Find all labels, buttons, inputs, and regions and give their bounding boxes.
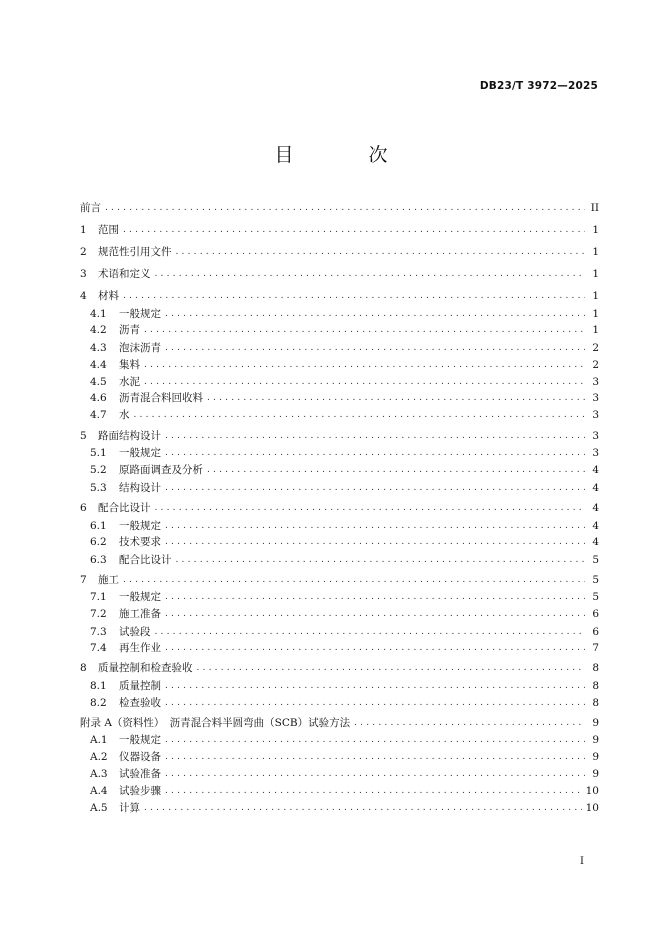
toc-entry-number: A.3 <box>90 768 108 780</box>
toc-entry-page: 9 <box>592 717 599 729</box>
toc-entry[interactable] <box>80 407 599 423</box>
toc-entry-page: 4 <box>592 464 599 476</box>
toc-leader-dots <box>144 357 585 373</box>
toc-entry-page: 1 <box>592 324 599 336</box>
toc-entry-title: 配合比设计 <box>119 554 172 566</box>
toc-entry-number: 4.1 <box>90 308 107 320</box>
toc-entry-page: II <box>590 202 599 214</box>
toc-entry-page: 4 <box>592 482 599 494</box>
toc-entry-number: 7.3 <box>90 626 107 638</box>
toc-leader-dots <box>105 200 585 216</box>
toc-entry-number: 8.2 <box>90 697 107 709</box>
toc-entry[interactable] <box>80 518 599 534</box>
toc-entry-page: 9 <box>592 734 599 746</box>
toc-leader-dots <box>165 534 585 550</box>
toc-entry-page: 10 <box>585 802 599 814</box>
toc-entry-number: 2 <box>80 246 87 258</box>
toc-entry-page: 5 <box>592 554 599 566</box>
toc-entry-page: 7 <box>592 642 599 654</box>
toc-entry[interactable] <box>80 640 599 656</box>
toc-entry[interactable] <box>80 390 599 406</box>
toc-entry-number: 5.1 <box>90 447 107 459</box>
toc-entry[interactable] <box>80 266 599 282</box>
toc-entry-number: A.4 <box>90 785 108 797</box>
toc-entry-title: 技术要求 <box>119 536 161 548</box>
toc-entry-page: 1 <box>592 246 599 258</box>
toc-entry-title: 水泥 <box>119 376 140 388</box>
toc-leader-dots <box>176 244 586 260</box>
toc-entry-number: 7.4 <box>90 642 107 654</box>
toc-leader-dots <box>165 606 585 622</box>
toc-entry-page: 1 <box>592 308 599 320</box>
toc-leader-dots <box>165 340 585 356</box>
toc-entry-number: A.1 <box>90 734 108 746</box>
toc-leader-dots <box>123 288 585 304</box>
toc-entry-title: 附录 A（资料性） 沥青混合料半圆弯曲（SCB）试验方法 <box>80 717 351 729</box>
toc-entry-number: A.5 <box>90 802 108 814</box>
toc-leader-dots <box>144 800 582 816</box>
toc-entry[interactable] <box>80 222 599 238</box>
toc-leader-dots <box>123 572 585 588</box>
toc-entry[interactable] <box>80 715 599 731</box>
toc-entry[interactable] <box>80 374 599 390</box>
toc-entry-title: 水 <box>119 409 130 421</box>
toc-entry[interactable] <box>80 340 599 356</box>
toc-leader-dots <box>165 428 585 444</box>
toc-leader-dots <box>165 518 585 534</box>
toc-leader-dots <box>165 678 585 694</box>
toc-entry-title: 沥青混合料回收料 <box>119 392 203 404</box>
toc-entry-number: 8 <box>80 662 87 674</box>
toc-leader-dots <box>165 445 585 461</box>
toc-entry-number: 6.3 <box>90 554 107 566</box>
toc-leader-dots <box>123 222 585 238</box>
toc-entry[interactable] <box>80 572 599 588</box>
toc-entry[interactable] <box>80 244 599 260</box>
toc-entry-number: 7 <box>80 574 87 586</box>
toc-entry-page: 5 <box>592 591 599 603</box>
toc-entry-title: 配合比设计 <box>98 502 151 514</box>
toc-entry-page: 4 <box>592 520 599 532</box>
toc-entry-number: A.2 <box>90 751 108 763</box>
toc-entry-title: 路面结构设计 <box>98 430 161 442</box>
toc-entry-title: 沥青 <box>119 324 140 336</box>
toc-leader-dots <box>155 500 586 516</box>
toc-leader-dots <box>165 480 585 496</box>
toc-entry[interactable] <box>80 462 599 478</box>
toc-entry[interactable] <box>80 552 599 568</box>
toc-entry-title: 一般规定 <box>119 591 161 603</box>
toc-entry-number: 6.2 <box>90 536 107 548</box>
toc-entry-number: 3 <box>80 268 87 280</box>
toc-entry[interactable] <box>80 589 599 605</box>
toc-leader-dots <box>165 749 585 765</box>
toc-entry-page: 4 <box>592 502 599 514</box>
toc-entry-title: 再生作业 <box>119 642 161 654</box>
toc-entry-title: 质量控制 <box>119 680 161 692</box>
toc-leader-dots <box>165 695 585 711</box>
toc-leader-dots <box>354 715 585 731</box>
toc-entry-number: 6 <box>80 502 87 514</box>
toc-entry[interactable] <box>80 695 599 711</box>
toc-leader-dots <box>165 732 585 748</box>
toc-leader-dots <box>165 766 585 782</box>
toc-entry[interactable] <box>80 200 599 216</box>
toc-entry-page: 8 <box>592 697 599 709</box>
toc-entry-title: 施工准备 <box>119 608 161 620</box>
page-title: 目 次 <box>274 144 416 166</box>
toc-leader-dots <box>165 783 582 799</box>
toc-entry-title: 一般规定 <box>119 308 161 320</box>
toc-entry-title: 集料 <box>119 359 140 371</box>
toc-leader-dots <box>207 390 585 406</box>
toc-entry-title: 原路面调查及分析 <box>119 464 203 476</box>
toc-entry-page: 9 <box>592 751 599 763</box>
toc-entry-number: 5.3 <box>90 482 107 494</box>
toc-entry-page: 3 <box>592 392 599 404</box>
toc-entry-number: 4.7 <box>90 409 107 421</box>
toc-entry[interactable] <box>80 428 599 444</box>
toc-entry-title: 前言 <box>80 202 101 214</box>
toc-entry-page: 8 <box>592 680 599 692</box>
toc-entry-title: 仪器设备 <box>119 751 161 763</box>
toc-entry-number: 4.6 <box>90 392 107 404</box>
toc-entry-title: 一般规定 <box>119 447 161 459</box>
toc-entry-title: 结构设计 <box>119 482 161 494</box>
toc-entry[interactable] <box>80 357 599 373</box>
toc-leader-dots <box>134 407 586 423</box>
toc-entry[interactable] <box>80 322 599 338</box>
toc-entry[interactable] <box>80 783 599 799</box>
toc-entry-page: 1 <box>592 268 599 280</box>
toc-entry-title: 材料 <box>98 290 119 302</box>
toc-leader-dots <box>197 660 586 676</box>
toc-entry-title: 试验步骤 <box>119 785 161 797</box>
toc-entry-page: 8 <box>592 662 599 674</box>
toc-entry[interactable] <box>80 480 599 496</box>
toc-entry[interactable] <box>80 624 599 640</box>
toc-leader-dots <box>207 462 585 478</box>
toc-entry-page: 5 <box>592 574 599 586</box>
toc-entry-number: 8.1 <box>90 680 107 692</box>
toc-leader-dots <box>144 374 585 390</box>
toc-leader-dots <box>165 589 585 605</box>
toc-entry-page: 1 <box>592 290 599 302</box>
toc-entry-title: 一般规定 <box>119 734 161 746</box>
toc-entry-title: 规范性引用文件 <box>98 246 172 258</box>
toc-entry[interactable] <box>80 606 599 622</box>
toc-entry-number: 4 <box>80 290 87 302</box>
toc-entry-page: 6 <box>592 626 599 638</box>
toc-entry[interactable] <box>80 749 599 765</box>
toc-entry-number: 4.2 <box>90 324 107 336</box>
toc-entry[interactable] <box>80 766 599 782</box>
toc-entry[interactable] <box>80 288 599 304</box>
toc-entry-page: 3 <box>592 447 599 459</box>
toc-entry[interactable] <box>80 445 599 461</box>
toc-entry-page: 2 <box>592 342 599 354</box>
toc-entry-title: 施工 <box>98 574 119 586</box>
toc-entry[interactable] <box>80 660 599 676</box>
page-number: I <box>580 856 584 867</box>
toc-entry-number: 5.2 <box>90 464 107 476</box>
toc-leader-dots <box>144 322 585 338</box>
toc-entry-number: 4.3 <box>90 342 107 354</box>
document-code: DB23/T 3972—2025 <box>479 80 598 92</box>
toc-entry-number: 1 <box>80 224 87 236</box>
toc-entry-title: 试验准备 <box>119 768 161 780</box>
toc-entry-page: 2 <box>592 359 599 371</box>
toc-entry-page: 6 <box>592 608 599 620</box>
toc-leader-dots <box>155 624 586 640</box>
toc-entry[interactable] <box>80 732 599 748</box>
toc-leader-dots <box>176 552 586 568</box>
toc-entry[interactable] <box>80 500 599 516</box>
toc-entry-title: 泡沫沥青 <box>119 342 161 354</box>
toc-entry[interactable] <box>80 678 599 694</box>
toc-entry-number: 4.5 <box>90 376 107 388</box>
toc-entry-title: 检查验收 <box>119 697 161 709</box>
toc-entry-page: 1 <box>592 224 599 236</box>
toc-leader-dots <box>155 266 586 282</box>
toc-entry-page: 3 <box>592 430 599 442</box>
toc-leader-dots <box>165 306 585 322</box>
toc-entry[interactable] <box>80 800 599 816</box>
toc-entry-page: 4 <box>592 536 599 548</box>
toc-entry[interactable] <box>80 534 599 550</box>
toc-entry[interactable] <box>80 306 599 322</box>
toc-entry-number: 7.1 <box>90 591 107 603</box>
toc-entry-title: 范围 <box>98 224 119 236</box>
toc-entry-number: 5 <box>80 430 87 442</box>
toc-leader-dots <box>165 640 585 656</box>
toc-entry-page: 3 <box>592 376 599 388</box>
toc-entry-number: 4.4 <box>90 359 107 371</box>
toc-entry-page: 9 <box>592 768 599 780</box>
toc-entry-number: 6.1 <box>90 520 107 532</box>
toc-entry-title: 质量控制和检查验收 <box>98 662 193 674</box>
toc-entry-page: 3 <box>592 409 599 421</box>
toc-entry-title: 计算 <box>119 802 140 814</box>
toc-entry-page: 10 <box>585 785 599 797</box>
toc-entry-title: 术语和定义 <box>98 268 151 280</box>
toc-entry-title: 一般规定 <box>119 520 161 532</box>
toc-entry-number: 7.2 <box>90 608 107 620</box>
toc-entry-title: 试验段 <box>119 626 151 638</box>
